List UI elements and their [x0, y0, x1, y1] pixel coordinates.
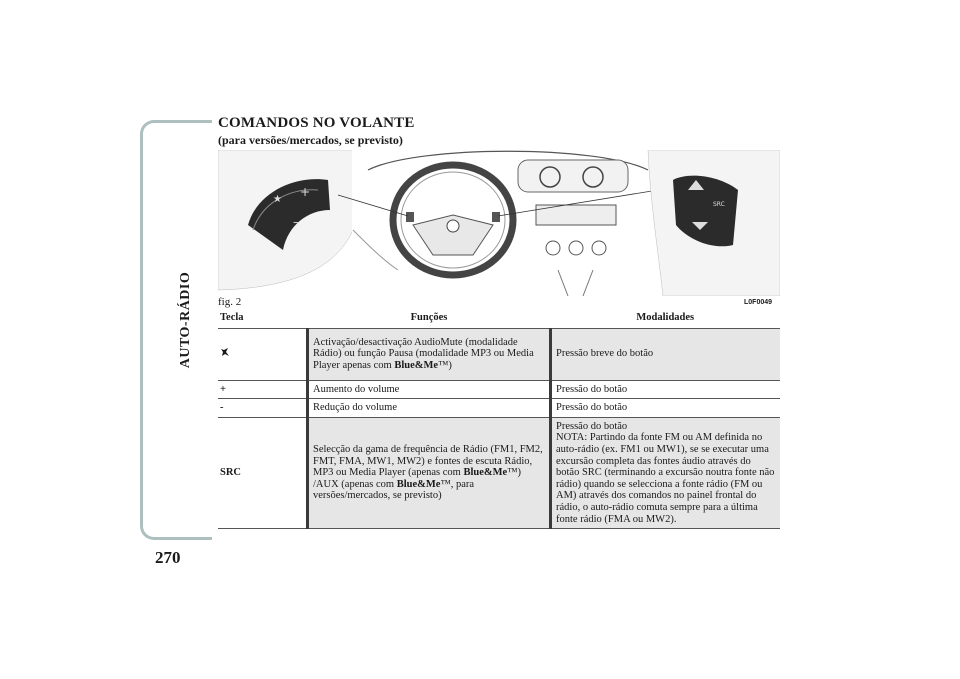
mode-cell: Pressão breve do botão [551, 328, 781, 380]
left-control-inset [218, 150, 353, 290]
key-cell: + [218, 380, 308, 399]
function-cell: Selecção da gama de frequência de Rádio (FM1, FM2, FMT, FMA, MW1, MW2) e fontes de escuta Rádio, MP3 ou Media Player (apenas com Blue&Me™) /AUX (apenas com Blue&Me™, para versões/mercados, se previsto) [308, 417, 551, 528]
page-number: 270 [155, 548, 181, 567]
key-cell [218, 328, 308, 380]
table-header-row [218, 310, 780, 328]
mode-note: NOTA: Partindo da fonte FM ou AM definida no auto-rádio (ex. FM1 ou MW1), se se executar uma excursão completa das fontes áudio através do botão SRC (terminando a excursão noutra fonte não rádio) quando se selecciona a fonte rádio (FM ou AM) através dos comandos no painel frontal do rádio, o auto-rádio comuta sempre para a última fonte rádio (FMA ou MW2). [556, 432, 775, 525]
svg-text:★: ★ [273, 194, 282, 205]
mode-line: Pressão do botão [556, 420, 628, 432]
src-button-text: SRC [713, 201, 725, 208]
function-cell: Redução do volume [308, 399, 551, 418]
header-functions: Funções [308, 310, 551, 328]
chapter-label: AUTO-RÁDIO [178, 271, 193, 369]
right-control-inset [648, 150, 780, 296]
figure-code: L0F0049 [744, 299, 773, 306]
table-row [218, 328, 780, 380]
header-modes: Modalidades [551, 310, 781, 328]
key-cell: - [218, 399, 308, 418]
table-row [218, 399, 780, 418]
dashboard-view [338, 150, 658, 296]
table-row [218, 417, 780, 528]
page-title: COMANDOS NO VOLANTE [218, 115, 415, 131]
controls-table [218, 310, 780, 529]
mode-cell: Pressão do botão [551, 399, 781, 418]
steering-wheel-illustration [218, 150, 780, 296]
key-cell: SRC [218, 417, 308, 528]
mute-icon [220, 347, 230, 357]
figure-label: fig. 2 [218, 296, 242, 308]
header-key: Tecla [218, 310, 308, 328]
function-cell: Aumento do volume [308, 380, 551, 399]
mode-cell [551, 417, 781, 528]
page-subtitle: (para versões/mercados, se previsto) [218, 133, 403, 147]
svg-text:+: + [300, 185, 311, 199]
mode-cell: Pressão do botão [551, 380, 781, 399]
svg-text:–: – [293, 215, 299, 229]
function-cell: Activação/desactivação AudioMute (modalidade Rádio) ou função Pausa (modalidade MP3 ou Media Player apenas com Blue&Me™) [308, 328, 551, 380]
table-row [218, 380, 780, 399]
